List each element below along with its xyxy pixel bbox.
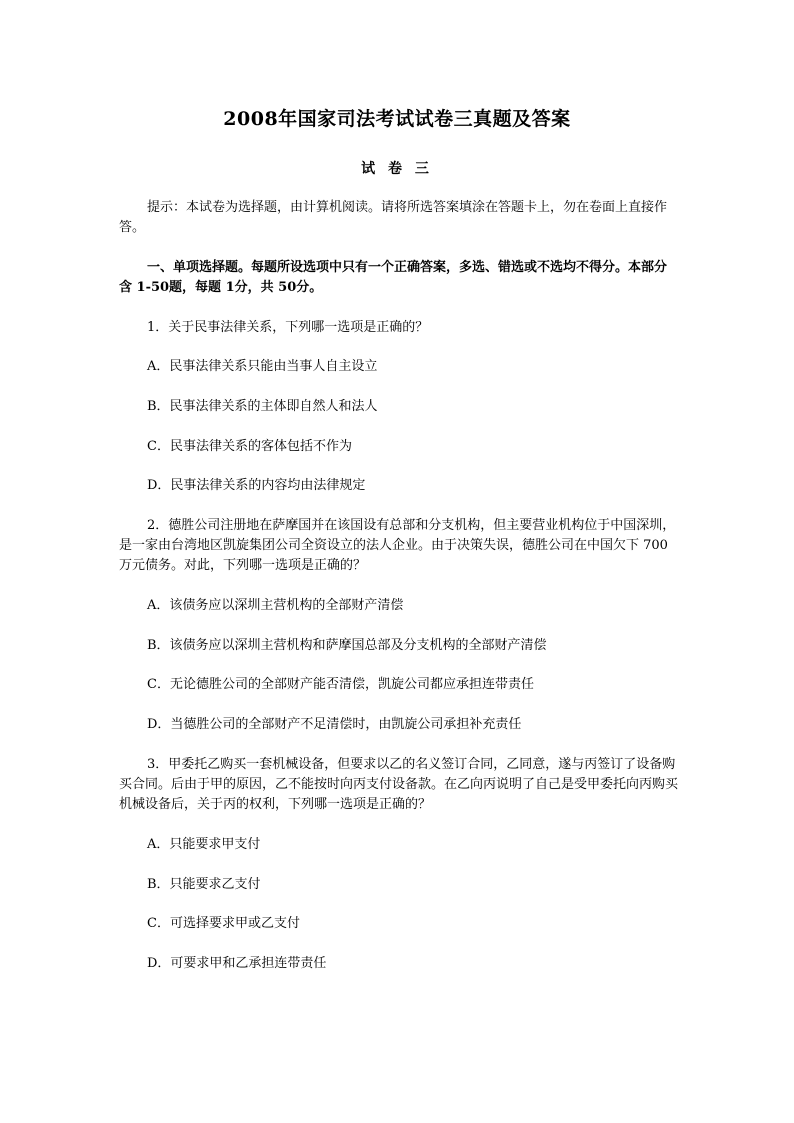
question-2-option-b: B．该债务应以深圳主营机构和萨摩国总部及分支机构的全部财产清偿	[147, 638, 547, 653]
question-3-option-b: B．只能要求乙支付	[147, 877, 261, 892]
question-2-option-d: D．当德胜公司的全部财产不足清偿时，由凯旋公司承担补充责任	[147, 717, 522, 732]
question-2-stem: 2．德胜公司注册地在萨摩国并在该国设有总部和分支机构，但主要营业机构位于中国深圳，是一家由台湾地区凯旋集团公司全资设立的法人企业。由于决策失误，德胜公司在中国欠下 700 万元债务。对此，下列哪一选项是正确的？	[119, 518, 676, 573]
document-subtitle: 试 卷 三	[361, 161, 433, 177]
question-2-option-a: A．该债务应以深圳主营机构的全部财产清偿	[147, 598, 404, 613]
question-1-option-a: A．民事法律关系只能由当事人自主设立	[147, 359, 378, 374]
question-3-option-c: C．可选择要求甲或乙支付	[147, 916, 300, 931]
question-1-option-d: D．民事法律关系的内容均由法律规定	[147, 478, 366, 493]
question-2-option-c: C．无论德胜公司的全部财产能否清偿，凯旋公司都应承担连带责任	[147, 677, 534, 692]
question-3-option-d: D．可要求甲和乙承担连带责任	[147, 956, 327, 971]
question-1-option-c: C．民事法律关系的客体包括不作为	[147, 439, 352, 454]
exam-notice: 提示：本试卷为选择题，由计算机阅读。请将所选答案填涂在答题卡上，勿在卷面上直接作答。	[119, 200, 668, 235]
question-3-option-a: A．只能要求甲支付	[147, 837, 261, 852]
document-title: 2008年国家司法考试试卷三真题及答案	[223, 108, 571, 130]
question-3-stem: 3．甲委托乙购买一套机械设备，但要求以乙的名义签订合同，乙同意，遂与丙签订了设备购买合同。后由于甲的原因，乙不能按时向丙支付设备款。在乙向丙说明了自己是受甲委托向丙购买机械设备后，关于丙的权利，下列哪一选项是正确的？	[119, 757, 679, 812]
question-1-stem: 1．关于民事法律关系，下列哪一选项是正确的？	[147, 320, 429, 335]
section-heading: 一、单项选择题。每题所设选项中只有一个正确答案，多选、错选或不选均不得分。本部分含 1-50题，每题 1分，共 50分。	[119, 260, 668, 295]
question-1-option-b: B．民事法律关系的主体即自然人和法人	[147, 399, 378, 414]
